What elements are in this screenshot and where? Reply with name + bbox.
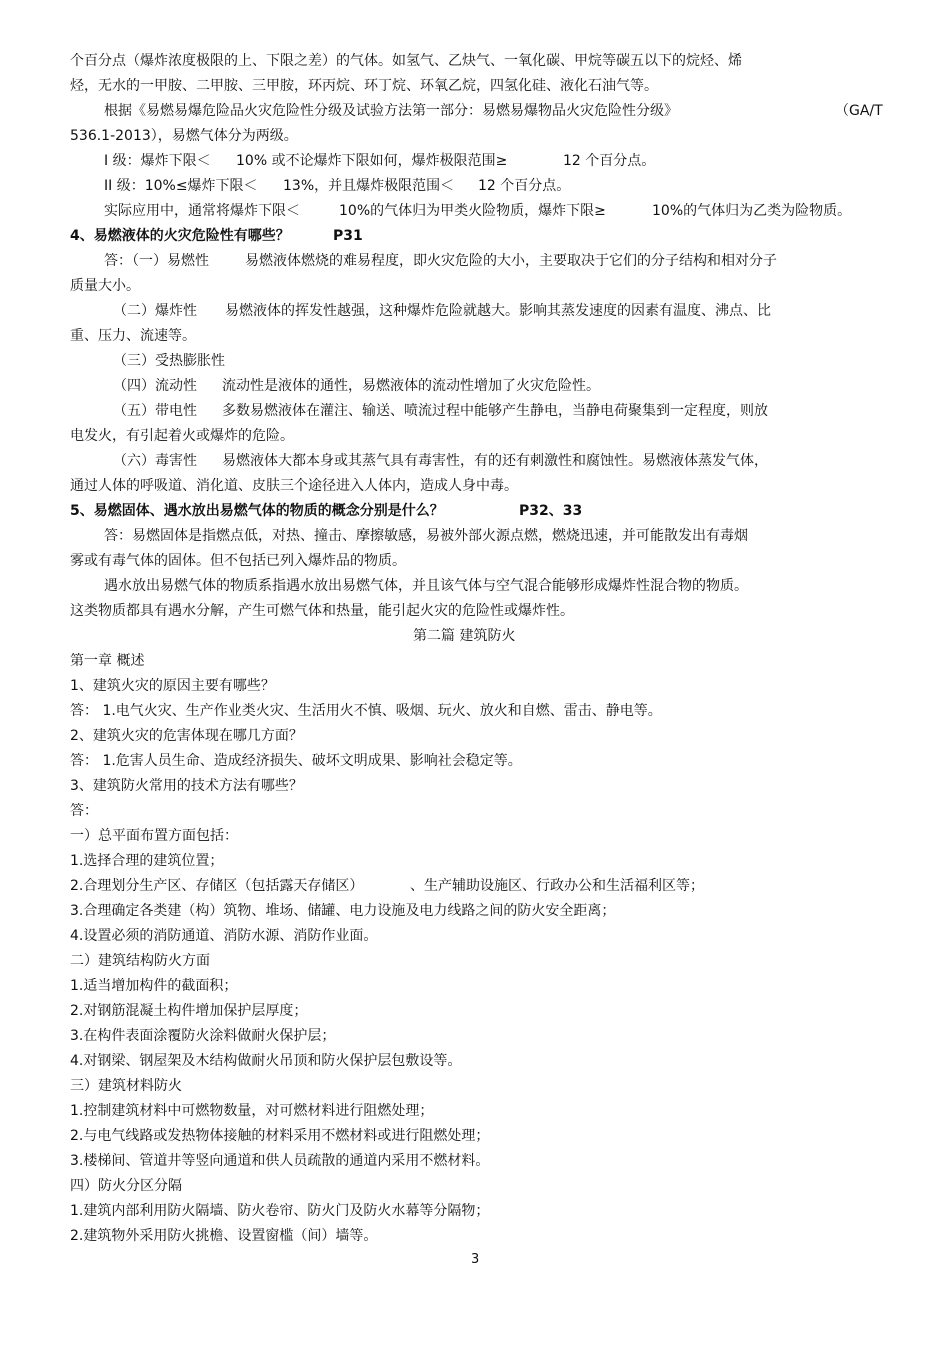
list-item: 3.楼梯间、管道井等竖向通道和供人员疏散的通道内采用不燃材料。 [70, 1153, 490, 1169]
text-line: （三）受热膨胀性 [113, 353, 225, 369]
page-reference: P32、33 [519, 503, 583, 519]
text-line: 10%的气体归为甲类火险物质，爆炸下限≥ [339, 203, 606, 219]
text-line: （六）毒害性 [113, 453, 197, 469]
page-number: 3 [471, 1252, 480, 1267]
text-line: 12 个百分点。 [563, 153, 656, 169]
text-line: 10% 或不论爆炸下限如何，爆炸极限范围≥ [236, 153, 508, 169]
question-heading: 5、易燃固体、遇水放出易燃气体的物质的概念分别是什么？ [70, 503, 444, 519]
section-heading: 二）建筑结构防火方面 [70, 953, 210, 969]
text-line: 答：易燃固体是指燃点低，对热、撞击、摩擦敏感，易被外部火源点燃，燃烧迅速，并可能散发出有毒烟 [104, 528, 748, 544]
text-line: 答： [70, 803, 98, 819]
section-heading: 四）防火分区分隔 [70, 1178, 182, 1194]
text-line: 雾或有毒气体的固体。但不包括已列入爆炸品的物质。 [70, 553, 406, 569]
text-line: （四）流动性 [113, 378, 197, 394]
text-line: 答： 1.电气火灾、生产作业类火灾、生活用火不慎、吸烟、玩火、放火和自燃、雷击、静电等。 [70, 703, 662, 719]
list-item: 2.与电气线路或发热物体接触的材料采用不燃材料或进行阻燃处理； [70, 1128, 490, 1144]
list-item: 1.控制建筑材料中可燃物数量，对可燃材料进行阻燃处理； [70, 1103, 434, 1119]
list-item: 1.选择合理的建筑位置； [70, 853, 224, 869]
text-line: （五）带电性 [113, 403, 197, 419]
list-item: 4.对钢梁、钢屋架及木结构做耐火吊顶和防火保护层包敷设等。 [70, 1053, 462, 1069]
question-heading: 1、建筑火灾的原因主要有哪些？ [70, 678, 275, 694]
text-line: 多数易燃液体在灌注、输送、喷流过程中能够产生静电，当静电荷聚集到一定程度，则放 [222, 403, 768, 419]
section-heading: 一）总平面布置方面包括： [70, 828, 238, 844]
text-line: （二）爆炸性 [113, 303, 197, 319]
text-line: 通过人体的呼吸道、消化道、皮肤三个途径进入人体内，造成人身中毒。 [70, 478, 518, 494]
list-item: 2.合理划分生产区、存储区（包括露天存储区） [70, 878, 364, 894]
text-line: 13%，并且爆炸极限范围＜ [283, 178, 455, 194]
list-item: 3.在构件表面涂覆防火涂料做耐火保护层； [70, 1028, 336, 1044]
text-line: 12 个百分点。 [478, 178, 571, 194]
text-line: 答：（一）易燃性 [104, 253, 209, 269]
list-item: 2.对钢筋混凝土构件增加保护层厚度； [70, 1003, 308, 1019]
text-line: II 级：10%≤爆炸下限＜ [104, 178, 258, 194]
question-heading: 2、建筑火灾的危害体现在哪几方面？ [70, 728, 303, 744]
text-line: 这类物质都具有遇水分解，产生可燃气体和热量，能引起火灾的危险性或爆炸性。 [70, 603, 574, 619]
text-line: 实际应用中，通常将爆炸下限＜ [104, 203, 300, 219]
section-heading: 三）建筑材料防火 [70, 1078, 182, 1094]
list-item: 3.合理确定各类建（构）筑物、堆场、储罐、电力设施及电力线路之间的防火安全距离； [70, 903, 616, 919]
question-heading: 4、易燃液体的火灾危险性有哪些？ [70, 228, 290, 244]
text-line: 易燃液体的挥发性越强，这种爆炸危险就越大。影响其蒸发速度的因素有温度、沸点、比 [225, 303, 771, 319]
text-line: 电发火，有引起着火或爆炸的危险。 [70, 428, 294, 444]
text-line: 易燃液体大都本身或其蒸气具有毒害性，有的还有刺激性和腐蚀性。易燃液体蒸发气体， [222, 453, 768, 469]
list-item: 4.设置必须的消防通道、消防水源、消防作业面。 [70, 928, 378, 944]
list-item: 1.建筑内部利用防火隔墙、防火卷帘、防火门及防火水幕等分隔物； [70, 1203, 490, 1219]
text-line: 个百分点（爆炸浓度极限的上、下限之差）的气体。如氢气、乙炔气、一氧化碳、甲烷等碳五以下的烷烃、烯 [70, 53, 742, 69]
list-item: 、生产辅助设施区、行政办公和生活福利区等； [410, 878, 704, 894]
text-line: 10%的气体归为乙类为险物质。 [652, 203, 852, 219]
text-line: I 级：爆炸下限＜ [104, 153, 211, 169]
part-heading: 第二篇 建筑防火 [413, 628, 516, 644]
text-line: （GA/T [835, 103, 883, 119]
page-reference: P31 [333, 228, 363, 244]
text-line: 答： 1.危害人员生命、造成经济损失、破坏文明成果、影响社会稳定等。 [70, 753, 522, 769]
list-item: 2.建筑物外采用防火挑檐、设置窗槛（间）墙等。 [70, 1228, 378, 1244]
text-line: 遇水放出易燃气体的物质系指遇水放出易燃气体，并且该气体与空气混合能够形成爆炸性混合物的物质。 [104, 578, 748, 594]
text-line: 流动性是液体的通性，易燃液体的流动性增加了火灾危险性。 [222, 378, 600, 394]
text-line: 根据《易燃易爆危险品火灾危险性分级及试验方法第一部分：易燃易爆物品火灾危险性分级》 [104, 103, 678, 119]
text-line: 易燃液体燃烧的难易程度，即火灾危险的大小，主要取决于它们的分子结构和相对分子 [245, 253, 777, 269]
chapter-heading: 第一章 概述 [70, 653, 145, 669]
text-line: 质量大小。 [70, 278, 140, 294]
text-line: 536.1-2013），易燃气体分为两级。 [70, 128, 298, 144]
question-heading: 3、建筑防火常用的技术方法有哪些？ [70, 778, 303, 794]
text-line: 重、压力、流速等。 [70, 328, 196, 344]
list-item: 1.适当增加构件的截面积； [70, 978, 238, 994]
text-line: 烃，无水的一甲胺、二甲胺、三甲胺，环丙烷、环丁烷、环氧乙烷，四氢化硅、液化石油气等。 [70, 78, 658, 94]
